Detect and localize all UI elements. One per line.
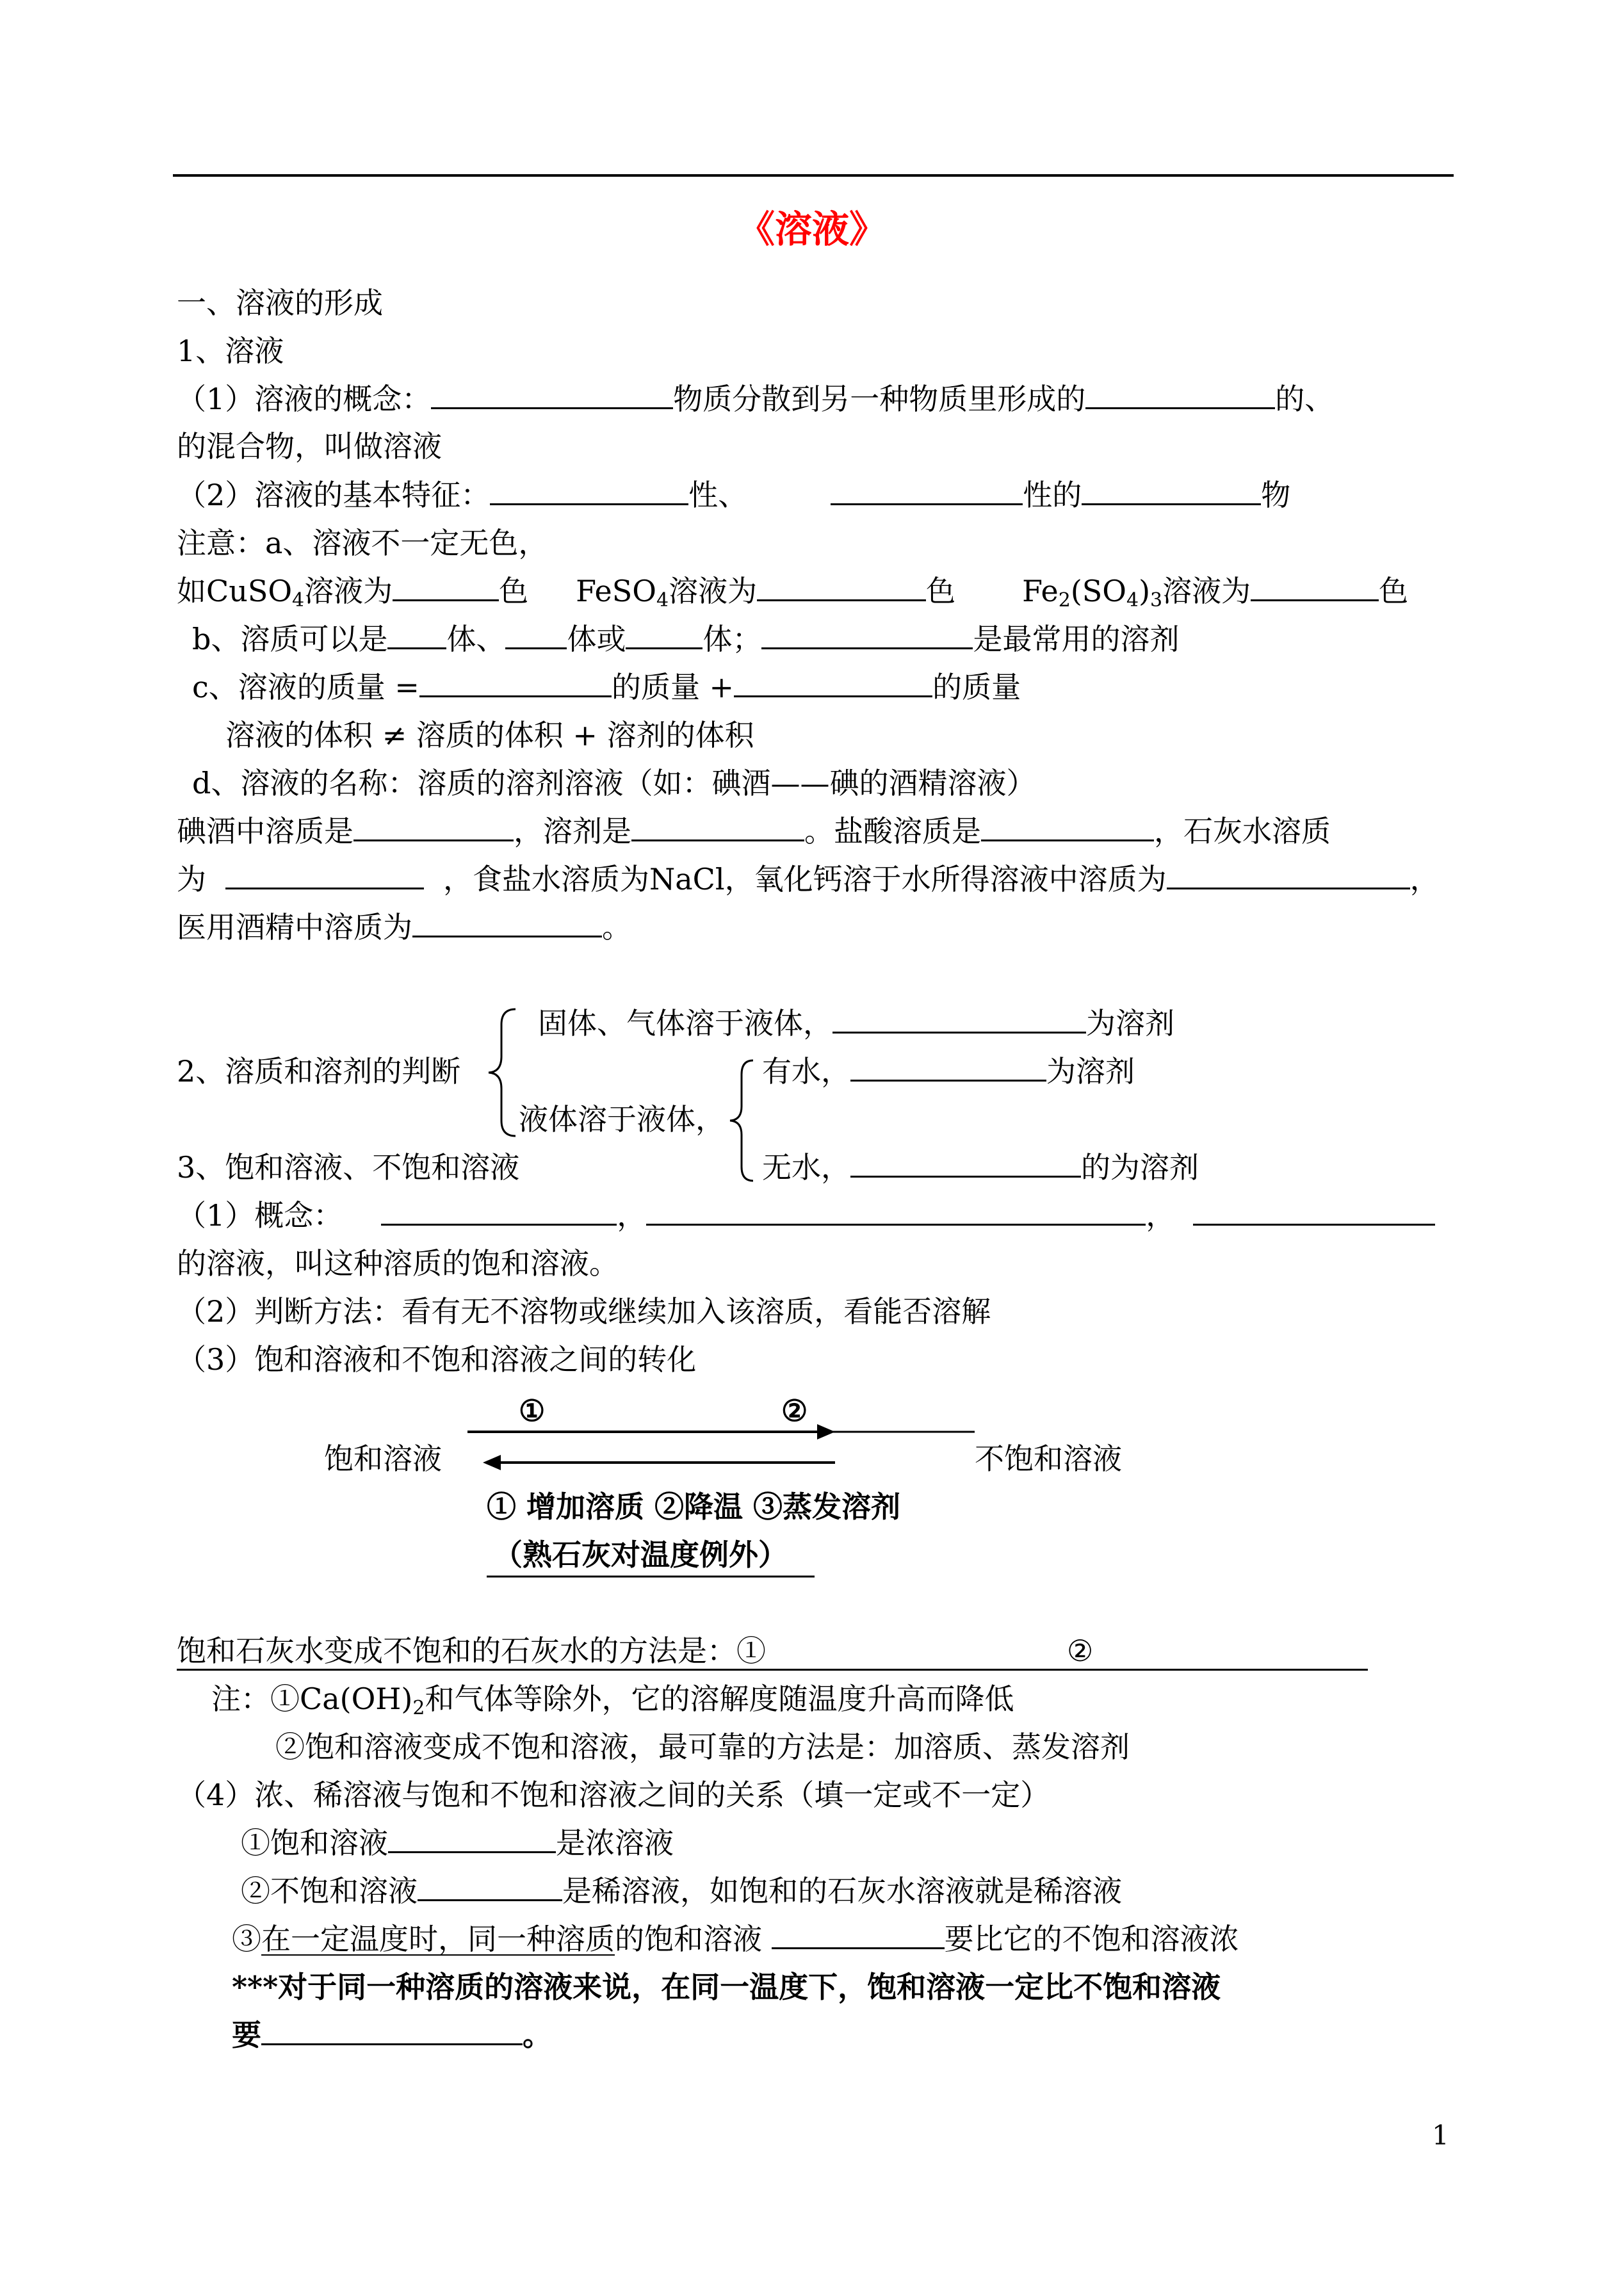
formula: FeSO [576, 574, 656, 608]
text: 要 [232, 2018, 261, 2052]
subscript: 4 [656, 589, 669, 612]
text: 注：①Ca(OH) [211, 1682, 413, 1716]
s3-concept-2: 的溶液，叫这种溶质的饱和溶液。 [177, 1246, 619, 1281]
text: 物质分散到另一种物质里形成的 [673, 382, 1086, 416]
blank-field[interactable] [772, 1918, 945, 1949]
text: 的饱和溶液 [615, 1922, 772, 1956]
subscript: 4 [292, 589, 305, 612]
note2-line2: ②饱和溶液变成不饱和溶液，最可靠的方法是：加溶质、蒸发溶剂 [275, 1730, 1130, 1764]
s3-convert: （3）饱和溶液和不饱和溶液之间的转化 [177, 1342, 697, 1377]
text: 性的 [1023, 478, 1082, 512]
text: 体或 [567, 622, 626, 656]
volume-line: 溶液的体积 ≠ 溶质的体积 + 溶剂的体积 [225, 718, 754, 752]
text: 医用酒精中溶质为 [177, 910, 412, 945]
text: 为溶剂 [1086, 1006, 1174, 1041]
s4-item2 [241, 1870, 1122, 1912]
text: 的、 [1275, 382, 1335, 416]
text: ，溶剂是 [514, 814, 631, 848]
methods-text: ① 增加溶质 ②降温 ③蒸发溶剂 [487, 1489, 901, 1524]
blank-field[interactable] [261, 2014, 523, 2045]
text: （2）溶液的基本特征： [177, 478, 491, 512]
text: 是稀溶液，如饱和的石灰水溶液就是稀溶液 [562, 1874, 1122, 1908]
text: c、溶液的质量 = [192, 670, 419, 704]
step-2-label: ② [781, 1393, 808, 1428]
subscript: 4 [1126, 589, 1139, 612]
judge-liquid: 液体溶于液体， [519, 1102, 725, 1137]
subsection-heading: 1、溶液 [177, 334, 284, 368]
judge-heading: 2、溶质和溶剂的判断 [177, 1054, 461, 1089]
text: b、溶质可以是 [192, 622, 388, 656]
limewater-line [177, 1630, 1093, 1672]
text: 。 [523, 2018, 552, 2052]
note-d: d、溶液的名称：溶质的溶剂溶液（如：碘酒——碘的酒精溶液） [192, 766, 1036, 800]
subscript: 2 [1058, 589, 1071, 612]
subscript: 2 [412, 1697, 425, 1719]
page-number: 1 [1432, 2120, 1449, 2151]
s4-item3 [232, 1918, 1239, 1960]
text: 。 [602, 910, 631, 945]
formula: 如CuSO [177, 574, 293, 608]
section-heading: 一、溶液的形成 [177, 286, 383, 320]
blank-field[interactable] [418, 1870, 562, 1901]
text: 是浓溶液 [556, 1826, 674, 1860]
note-a: 注意：a、溶液不一定无色， [177, 526, 548, 560]
saturated-label: 饱和溶液 [324, 1441, 442, 1476]
text: 有水， [762, 1054, 850, 1089]
text: 为溶剂 [1046, 1054, 1135, 1089]
text: （1）概念： [177, 1198, 343, 1233]
bold-conclusion-2 [232, 2014, 552, 2056]
bold-conclusion: ***对于同一种溶质的溶液来说，在同一温度下，饱和溶液一定比不饱和溶液 [232, 1970, 1221, 2004]
text: 的质量 + [611, 670, 735, 704]
text: 色 [1379, 574, 1409, 608]
underlined-text: 在一定温度时，同一种溶质 [261, 1922, 615, 1956]
text: 为 [177, 862, 206, 896]
formula: ) [1139, 574, 1151, 608]
text: ，食盐水溶质为NaCl，氧化钙溶于水所得溶液中溶质为 [443, 862, 1167, 896]
text: ， [617, 1198, 647, 1233]
text: ①饱和溶液 [241, 1826, 388, 1860]
text: ，石灰水溶质 [1154, 814, 1331, 848]
text: ③ [232, 1922, 261, 1956]
text: 溶液为 [304, 574, 393, 608]
page-title: 《溶液》 [737, 207, 886, 251]
text: 色 [499, 574, 529, 608]
text: （1）溶液的概念： [177, 382, 432, 416]
text: ②不饱和溶液 [241, 1874, 418, 1908]
text: 溶液为 [669, 574, 758, 608]
formula: (SO [1070, 574, 1126, 608]
text: 固体、气体溶于液体， [538, 1006, 832, 1041]
s4-item1 [241, 1822, 674, 1864]
text: 无水， [762, 1150, 850, 1185]
text: 溶液为 [1162, 574, 1251, 608]
text: 和气体等除外，它的溶解度随温度升高而降低 [425, 1682, 1014, 1716]
text: 色 [926, 574, 956, 608]
text: 是最常用的溶剂 [973, 622, 1180, 656]
subscript: 3 [1150, 589, 1163, 612]
text: 物 [1261, 478, 1291, 512]
text: 的为溶剂 [1081, 1150, 1199, 1185]
exception-text: （熟石灰对温度例外） [493, 1537, 788, 1572]
text: ② [1067, 1634, 1094, 1668]
text: 要比它的不饱和溶液浓 [944, 1922, 1239, 1956]
section3-heading: 3、饱和溶液、不饱和溶液 [177, 1150, 520, 1185]
s3-method: （2）判断方法：看有无不溶物或继续加入该溶质，看能否溶解 [177, 1294, 991, 1329]
s4-heading: （4）浓、稀溶液与饱和不饱和溶液之间的关系（填一定或不一定） [177, 1778, 1050, 1812]
limewater-underline [177, 1669, 1368, 1671]
note2-line1 [211, 1678, 1014, 1720]
text: 碘酒中溶质是 [177, 814, 353, 848]
unsaturated-label: 不饱和溶液 [975, 1441, 1122, 1476]
text: 饱和石灰水变成不饱和的石灰水的方法是：① [177, 1634, 766, 1668]
concept-line-2: 的混合物，叫做溶液 [177, 429, 442, 464]
text: ， [1409, 862, 1440, 896]
text: 。盐酸溶质是 [804, 814, 981, 848]
text: 体； [702, 622, 762, 656]
text: 性、 [688, 478, 748, 512]
step-1-label: ① [519, 1393, 546, 1428]
text: ， [1146, 1198, 1176, 1233]
formula: Fe [1022, 574, 1059, 608]
blank-field[interactable] [388, 1822, 556, 1853]
text: 的质量 [932, 670, 1021, 704]
text: 体、 [446, 622, 506, 656]
